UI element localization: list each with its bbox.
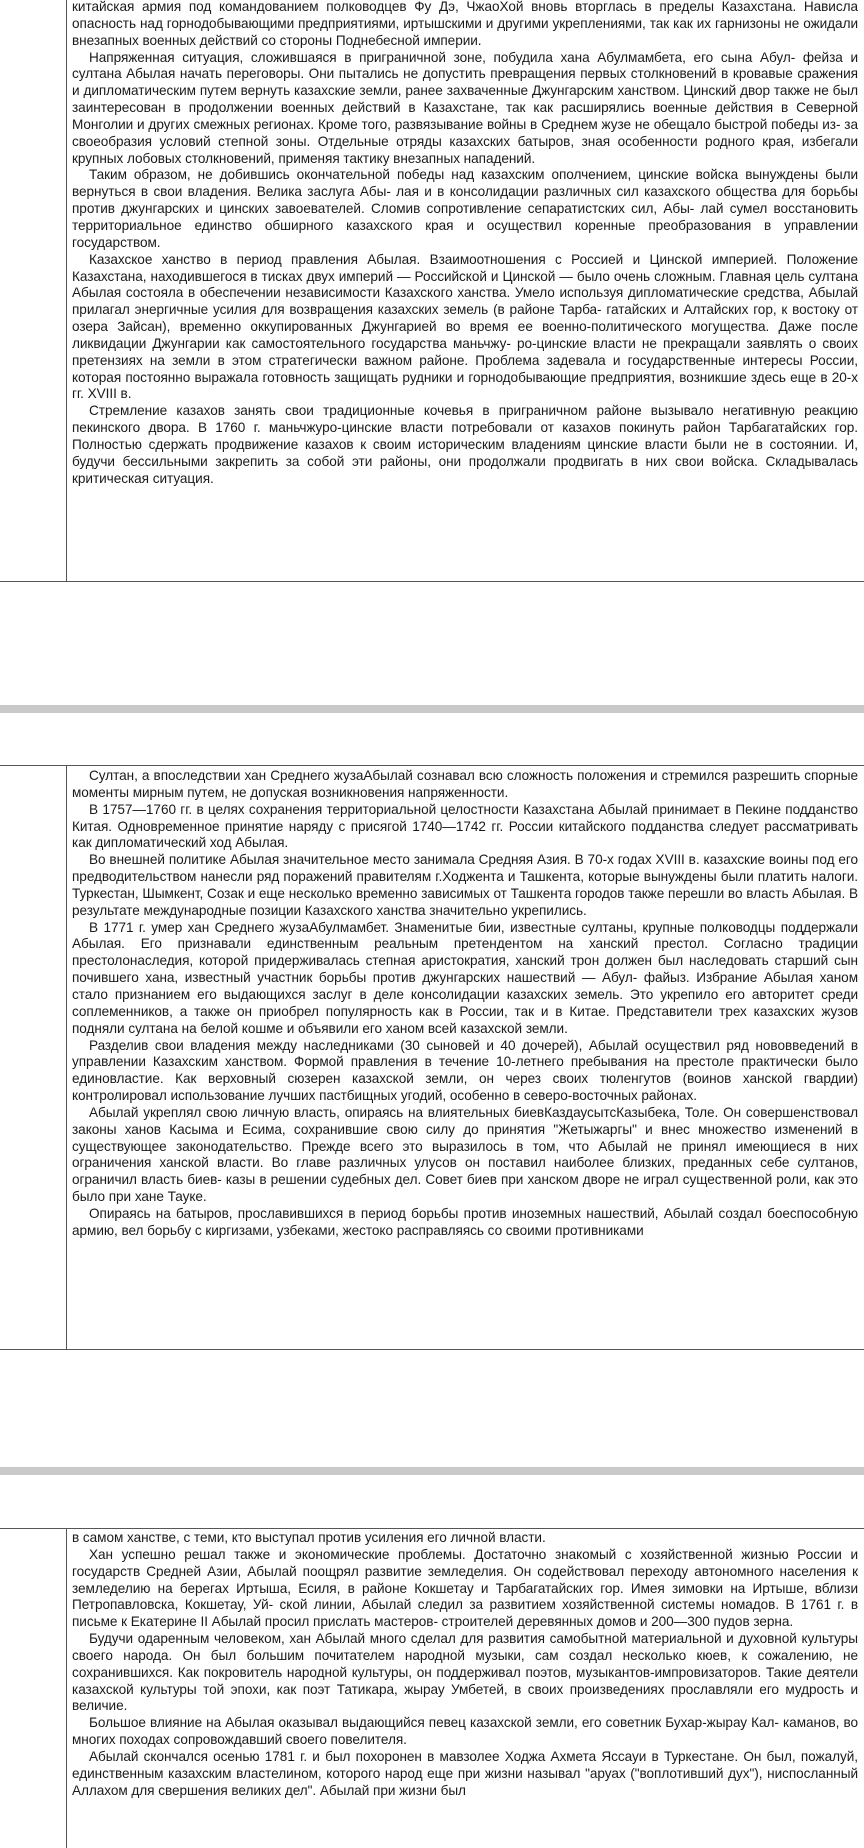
paragraph: Стремление казахов занять свои традиционные кочевья в приграничном районе вызывало негативную реакцию пекинского двора. В 1760 г. маньчжуро-цинские власти потребовали от казахов покинуть район Тарбагатайских гор. Полностью сдержать продвижение казахов к своим историческим владениям цинские власти были не в состоянии. И, будучи бессильными закрепить за собой эти районы, они продолжали продвигать в них свои войска. Складывалась критическая ситуация.	[72, 403, 858, 486]
page-text-block	[72, 1530, 858, 1800]
paragraph: В 1757—1760 гг. в целях сохранения территориальной целостности Казахстана Абылай принимает в Пекине подданство Китая. Одновременное принятие наряду с присягой 1740—1742 гг. России китайского подданства следует рассматривать как дипломатический ход Абылая.	[72, 801, 858, 851]
paragraph: Казахское ханство в период правления Абылая. Взаимоотношения с Россией и Цинской империей. Положение Казахстана, находившегося в тисках двух империй — Российской и Цинской — было очень сложным. Главная цель султана Абылая состояла в обеспечении независимости Казахского ханства. Умело используя дипломатические средства, Абылай прилагал энергичные усилия для возвращения казахских земель (в районе Тарба- гатайских и Алтайских гор, к востоку от озера Зайсан), временно оккупированных Джунгарией во время ее военно-политического могущества. Даже после ликвидации Джунгарии как самостоятельного государства маньчжу- ро-цинские власти не прекращали заявлять о своих претензиях на земли в этом стратегически важном районе. Проблема задевала и государственные интересы России, которая постоянно выражала готовность защищать рудники и горнодобывающие предприятия, возникшие здесь еще в 20-х гг. XVIII в.	[72, 251, 858, 402]
page-margin-line	[66, 1529, 67, 1848]
paragraph: Абылай скончался осенью 1781 г. и был похоронен в мавзолее Ходжа Ахмета Яссауи в Туркестане. Он был, пожалуй, единственным казахским властелином, которого народ еще при жизни называл "аруах ("воплотивший дух"), ниспосланный Аллахом для свершения великих дел". Абылай при жизни был	[72, 1748, 858, 1798]
paragraph: Разделив свои владения между наследниками (30 сыновей и 40 дочерей), Абылай осуществил ряд нововведений в управлении Казахским ханством. Формой правления в течение 10-летнего пребывания на престоле практически было единовластие. Как верховный сюзерен казахской земли, он через своих тюленгутов (воинов ханской гвардии) контролировал использование лучших пастбищных угодий, особенно в северо-восточных районах.	[72, 1037, 858, 1104]
document-page-3	[0, 1528, 864, 1848]
document-page-2	[0, 765, 864, 1350]
paragraph: китайская армия под командованием полководцев Фу Дэ, ЧжаоХой вновь вторглась в пределы Казахстана. Нависла опасность над горнодобывающими предприятиями, иртышскими и другими укреплениями, так как их гарнизоны не ожидали внезапных военных действий со стороны Поднебесной империи.	[72, 0, 858, 48]
paragraph: Султан, а впоследствии хан Среднего жузаАбылай сознавал всю сложность положения и стремился разрешить спорные моменты мирным путем, не допуская возникновения напряженности.	[72, 768, 858, 800]
paragraph: Напряженная ситуация, сложившаяся в приграничной зоне, побудила хана Абулмамбета, его сына Абул- фейза и султана Абылая начать переговоры. Они пытались не допустить превращения первых столкновений в кровавые сражения и дипломатическим путем вернуть казахские земли, ранее захваченные Джунгарским ханством. Цинский двор также не был заинтересован в продолжении военных действий в Казахстане, так как расширялись военные действия в Северной Монголии и других смежных регионах. Кроме того, развязывание войны в Среднем жузе не обещало быстрой победы из- за своеобразия условий степной зоны. Отдельные отряды казахских батыров, зная особенности родного края, избегали крупных лобовых столкновений, применяя тактику внезапных нападений.	[72, 49, 858, 166]
paragraph: Во внешней политике Абылая значительное место занимала Средняя Азия. В 70-х годах XVIII в. казахские воины под его предводительством нанесли ряд поражений правителям г.Ходжента и Ташкента, которые вынуждены были платить налоги. Туркестан, Шымкент, Созак и еще несколько временно зависимых от Ташкента городов также перешли во власть Абылая. В результате международные позиции Казахского ханства значительно укрепились.	[72, 852, 858, 918]
page-text-block	[72, 0, 858, 487]
paragraph: Большое влияние на Абылая оказывал выдающийся певец казахской земли, его советник Бухар-жырау Кал- каманов, во многих походах сопровождавший своего повелителя.	[72, 1715, 858, 1748]
document-page-1	[0, 0, 864, 582]
paragraph: Хан успешно решал также и экономические проблемы. Достаточно знакомый с хозяйственной жизнью России и государств Средней Азии, Абылай поощрял развитие земледелия. Он содействовал переходу автономного населения к земледелию на берегах Иртыша, Есиля, в районе Кокшетау и Тарбагатайских гор. Имея зимовки на Иртыше, вблизи Петропавловска, Кокшетау, Уй- ской линии, Абылай следил за развитием хозяйственной системы номадов. В 1761 г. в письме к Екатерине II Абылай просил прислать мастеров- строителей деревянных домов и 200—300 пудов зерна.	[72, 1546, 858, 1630]
paragraph: Опираясь на батыров, прославившихся в период борьбы против иноземных нашествий, Абылай создал боеспособную армию, вел борьбу с киргизами, узбеками, жестоко расправляясь со своими противниками	[72, 1205, 858, 1238]
paragraph: В 1771 г. умер хан Среднего жузаАбулмамбет. Знаменитые бии, известные султаны, крупные полководцы поддержали Абылая. Его признавали единственным реальным претендентом на ханский престол. Согласно традиции престолонаследия, которой придерживалась степная аристократия, ханский трон должен был наследовать старший сын почившего хана, известный участник борьбы против джунгарских нашествий — Абул- файыз. Избрание Абылая ханом стало признанием его выдающихся заслуг в деле консолидации казахских земель. Это укрепило его авторитет среди соплеменников, а также он приобрел популярность как в России, так и в Китае. Представители трех казахских жузов подняли султана на белой кошме и объявили его ханом всей казахской земли.	[72, 919, 858, 1036]
page-divider	[0, 1467, 864, 1475]
paragraph: Будучи одаренным человеком, хан Абылай много сделал для развития самобытной материальной и духовной культуры своего народа. Он был большим почитателем народной музыки, сам создал несколько кюев, к сожалению, не сохранившихся. Как покровитель народной культуры, он поддерживал поэтов, музыкантов-импровизаторов. Такие деятели казахской культуры той эпохи, как поэт Татикара, жырау Умбетей, в своих произведениях прославляли его мудрость и величие.	[72, 1631, 858, 1714]
page-margin-line	[66, 766, 67, 1349]
page-margin-line	[66, 0, 67, 581]
page-text-block	[72, 768, 858, 1240]
paragraph: в самом ханстве, с теми, кто выступал против усиления его личной власти.	[72, 1530, 546, 1545]
page-divider	[0, 705, 864, 713]
paragraph: Абылай укреплял свою личную власть, опираясь на влиятельных биевКаздаусытсКазыбека, Толе. Он совершенствовал законы ханов Касыма и Есима, сохранившие свою силу до принятия "Жетыжаргы" и внес множество изменений в существующее законодательство. Прежде всего это выразилось в том, что Абылай не принял имеющиеся в них ограничения ханской власти. Во главе различных улусов он поставил наиболее близких, преданных себе султанов, ограничил власть биев- казы в решении судебных дел. Совет биев при ханском дворе не играл существенной роли, как это было при хане Тауке.	[72, 1104, 858, 1205]
paragraph: Таким образом, не добившись окончательной победы над казахским ополчением, цинские войска вынуждены были вернуться в свои владения. Велика заслуга Абы- лая и в консолидации различных сил казахского общества для борьбы против джунгарских и цинских завоевателей. Сломив сопротивление сепаратистских сил, Абы- лай сумел восстановить территориальное единство обширного казахского края и осуществил коренные преобразования в управлении государством.	[72, 167, 858, 250]
